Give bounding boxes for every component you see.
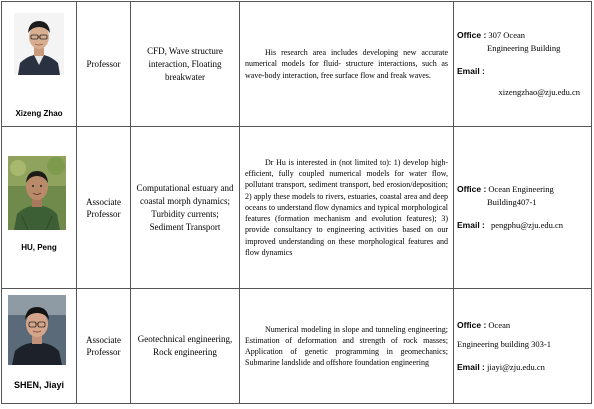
research-area: CFD, Wave structure interaction, Floating breakwater (131, 2, 240, 127)
research-area: Geotechnical engineering, Rock engineering (131, 289, 240, 404)
email-info (457, 361, 588, 374)
office-line1: 307 Ocean (488, 30, 525, 40)
faculty-name: SHEN, Jiayi (13, 379, 65, 390)
photo-cell (2, 127, 77, 289)
faculty-title: Associate Professor (77, 127, 131, 289)
faculty-name: Xizeng Zhao (15, 108, 63, 118)
spacer (457, 209, 588, 219)
office-label: Office : (457, 30, 487, 40)
email-label: Email : (457, 220, 485, 230)
faculty-title: Professor (77, 2, 131, 127)
office-line2: Building407-1 (487, 197, 537, 207)
photo-cell (2, 2, 77, 127)
research-description (240, 289, 454, 404)
research-description (240, 127, 454, 289)
email-link[interactable]: jiayi@zju.edu.cn (487, 361, 545, 372)
avatar (8, 156, 66, 230)
email-link[interactable]: xizengzhao@zju.edu.cn (498, 87, 580, 97)
research-area: Computational estuary and coastal morph dynamics; Turbidity currents; Sediment Transport (131, 127, 240, 289)
spacer (457, 351, 588, 361)
research-description (240, 2, 454, 127)
description-text: Dr Hu is interested in (not limited to): 1) develop high-efficient, fully coupled numerical models for water flow, pollutant transport, sediment transport, bed erosion/deposition; 2) apply these models to rivers, estuaries, coastal area and deep oceans to understand flow dynamics and typical morphological features (formation mechanism and evolution features); 3) provide consultancy to engineering activities based on our improved understanding on these morphological features and flow dynamics (245, 158, 448, 257)
email-label: Email : (457, 66, 485, 76)
description-text: Numerical modeling in slope and tunneling engineering; Estimation of deformation and strength of rock masses; Application of genetic programming in geomechanics; Submarine landslide and offshore foundation engineering (245, 324, 448, 368)
office-info (457, 183, 588, 209)
email-info (457, 219, 588, 232)
office-line1: Ocean (488, 319, 511, 330)
photo-cell (2, 289, 77, 404)
email-link[interactable]: pengphu@zju.edu.cn (491, 220, 564, 230)
contact-cell (454, 2, 592, 127)
table-row (2, 127, 592, 289)
email-label: Email : (457, 361, 485, 372)
office-line1: Ocean Engineering (488, 184, 554, 194)
spacer (457, 55, 588, 65)
contact-cell (454, 127, 592, 289)
faculty-table (1, 1, 592, 404)
office-label: Office : (457, 184, 487, 194)
description-text: His research area includes developing new accurate numerical models for fluid- structure interactions, such as wave-body interaction, free surface flow and freak waves. (245, 48, 448, 80)
table-row (2, 2, 592, 127)
office-line2: Engineering Building (487, 43, 561, 53)
avatar (8, 295, 66, 365)
contact-cell (454, 289, 592, 404)
office-info (457, 29, 588, 55)
table-row (2, 289, 592, 404)
faculty-name: HU, Peng (21, 242, 57, 252)
office-info (457, 319, 588, 351)
avatar (14, 13, 64, 75)
office-line2: Engineering building 303-1 (457, 338, 551, 349)
faculty-title: Associate Professor (77, 289, 131, 404)
office-label: Office : (457, 319, 487, 330)
